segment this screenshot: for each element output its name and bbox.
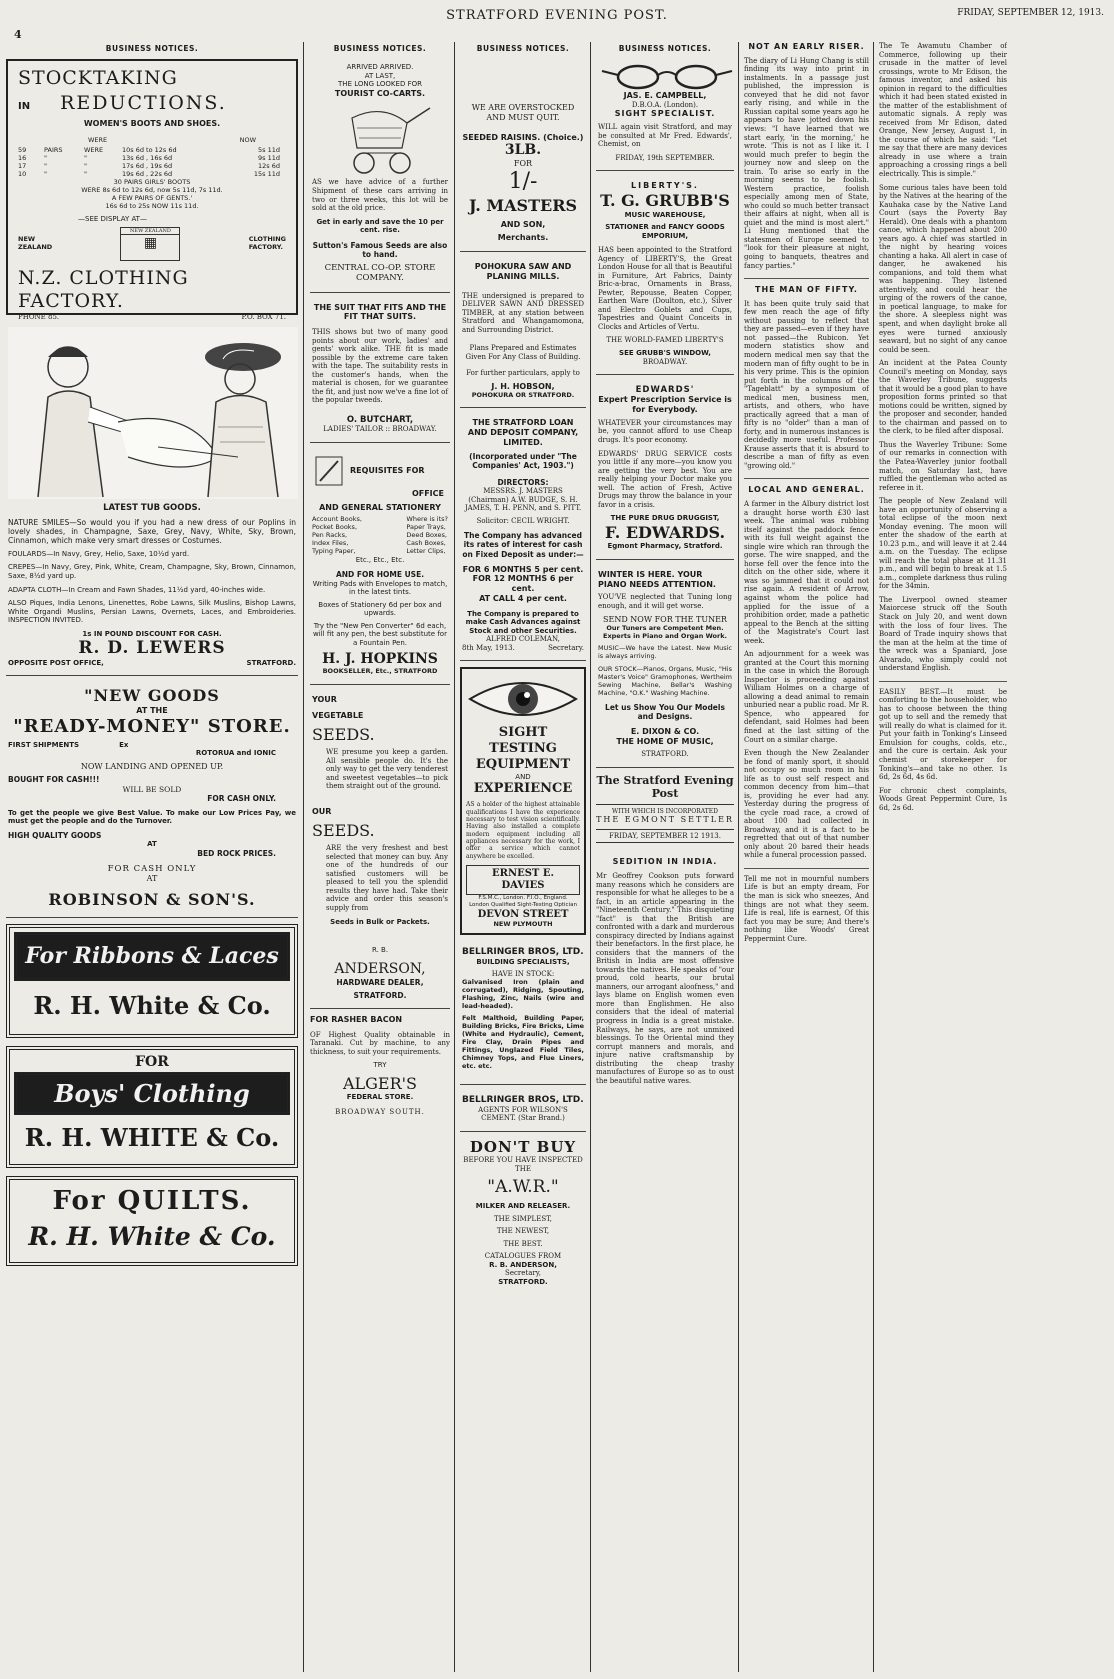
- ad-business-name: E. DIXON & CO.: [630, 726, 700, 736]
- ad-text: Solicitor: CECIL WRIGHT.: [476, 516, 570, 525]
- price-table-cell: ": [44, 169, 47, 178]
- ad-business-name: R. H. WHITE & Co.: [24, 1122, 280, 1152]
- ad-business-name: CENTRAL CO-OP. STORE COMPANY.: [324, 262, 436, 284]
- white-quilts-ad: [6, 1176, 298, 1266]
- article-text: An adjournment for a week was granted at the Court this morning in the case in which the Borough Inspector is proceeding against William Holmes on a charge of allowing a dead animal to remain unburied near a public road. Mr R. Spence, who appeared for defendant, said Holmes had been fined at the last sitting of the Court on a similar charge.: [744, 650, 869, 744]
- ad-paragraph: AS we have advice of a further Shipment of these cars arriving in two or three weeks, this lot will be sold at the old price.: [312, 178, 448, 213]
- ad-business-name: ANDERSON,: [334, 960, 426, 977]
- po-box: P.O. BOX 71.: [241, 313, 286, 322]
- column-rule: [590, 42, 591, 1672]
- ad-text: AT THE: [136, 705, 168, 715]
- ad-title: "NEW GOODS: [84, 686, 220, 706]
- column-rule: [738, 42, 739, 1672]
- ad-title: SIGHT SPECIALIST.: [614, 109, 716, 119]
- ad-title: For Ribbons & Laces: [25, 943, 279, 970]
- ad-text: STRATFORD.: [641, 750, 689, 759]
- ad-business-name: F. EDWARDS.: [604, 522, 726, 542]
- ad-business-name: T. G. GRUBB'S: [600, 191, 730, 211]
- ad-business-name: ROBINSON & SON'S.: [48, 889, 256, 909]
- ad-text: CATALOGUES FROM: [484, 1252, 562, 1261]
- loan-company-ad: [460, 414, 586, 661]
- ad-text: BEFORE YOU HAVE INSPECTED THE: [463, 1156, 583, 1173]
- ad-business-name: "READY-MONEY" STORE.: [13, 715, 291, 737]
- ad-text: Seeds in Bulk or Packets.: [330, 917, 430, 926]
- article-heading: LOCAL AND GENERAL.: [744, 478, 869, 495]
- advertisement-rhyme: Tell me not in mournful numbers Life is but an empty dream, For the man is sick who sneezes, And things are not what they seem. Life is real, life is earnest, Of this fact you may be sure; And there's nothing like Woods' Great Peppermint Cure.: [744, 868, 869, 943]
- ad-text: ARRIVED ARRIVED.: [346, 63, 414, 72]
- price-table-cell: ": [84, 154, 87, 163]
- ad-text: 3LB.: [504, 142, 542, 159]
- ad-title: FOR RASHER BACON: [310, 1014, 403, 1024]
- ad-title: DON'T BUY: [469, 1137, 577, 1156]
- ad-text: ROTORUA and IONIC: [195, 749, 276, 758]
- ad-title: STOCKTAKING: [18, 67, 178, 90]
- ad-text: OPPOSITE POST OFFICE,: [8, 658, 104, 667]
- ad-text: R. B.: [371, 946, 389, 955]
- phone-number: PHONE 85.: [18, 313, 60, 322]
- ad-paragraph: WE presume you keep a garden. All sensible people do. It's the only way to get the very tenderest and sweetest vegetables—to pick them straight out of the ground.: [326, 748, 448, 791]
- interest-rate: AT CALL 4 per cent.: [479, 593, 567, 603]
- davies-optician-ad: [460, 667, 586, 934]
- ad-text: ZEALAND: [18, 243, 53, 252]
- ad-paragraph: Felt Malthoid, Building Paper, Building Bricks, Fire Bricks, Lime (White and Hydraulic), Cement, Fire Clay, Drain Pipes and Fittings, Unglazed Field Tiles, Chimney Tops, and Flue Liners, etc. etc.: [462, 1014, 584, 1070]
- ad-text: WERE 8s 6d to 12s 6d, now 5s 11d, 7s 11d.: [81, 185, 223, 194]
- ad-text: DEVON STREET: [477, 908, 569, 920]
- ad-text: STRATFORD.: [498, 1277, 548, 1286]
- ad-text: For further particulars, apply to: [466, 369, 580, 378]
- ad-text: Ex: [119, 740, 129, 749]
- ad-text: BED ROCK PRICES.: [197, 848, 276, 858]
- white-clothing-ad: [6, 1046, 298, 1168]
- lewers-ad: [6, 323, 298, 676]
- ad-title: Expert Prescription Service is for Everybody.: [598, 395, 732, 415]
- ad-text: Etc., Etc., Etc.: [355, 555, 405, 564]
- stationery-item: Account Books,: [312, 515, 362, 524]
- paper-title: STRATFORD EVENING POST.: [446, 8, 668, 23]
- column-3: [460, 42, 586, 1672]
- ad-title: REQUISITES FOR: [350, 465, 425, 475]
- stationery-item: Pocket Books,: [312, 523, 358, 532]
- article-heading: THE MAN OF FIFTY.: [744, 278, 869, 295]
- ad-paragraph: ARE the very freshest and best selected that money can buy. Any one of the hundreds of our satisfied customers will be pleased to tell you the splendid results they have had. Take their advice and order this season's supply from: [326, 844, 448, 912]
- ad-business-name: R. H. White & Co.: [33, 991, 271, 1021]
- pen-illustration: [312, 453, 346, 489]
- go-cart-illustration: [312, 98, 450, 178]
- ad-text: AT: [146, 874, 158, 884]
- masthead-subtitle: WITH WHICH IS INCORPORATED: [612, 807, 718, 815]
- price-table-cell: 19s 6d , 22s 6d: [122, 169, 173, 178]
- ad-paragraph: WHATEVER your circumstances may be, you cannot afford to use Cheap drugs. It's poor economy.: [598, 418, 732, 444]
- ad-text: Sutton's Famous Seeds are also to hand.: [312, 240, 448, 259]
- ad-text: London Qualified Sight-Testing Optician: [469, 901, 577, 908]
- ad-title: SIGHT TESTING: [489, 725, 557, 757]
- bellringer-ad: [460, 943, 586, 1085]
- ad-text: The Company has advanced its rates of interest for cash on Fixed Deposit as under:—: [462, 531, 584, 559]
- article-text: It has been quite truly said that few men reach the age of fifty without pausing to reflect that they are passed—even if they have not passed—the Rubicon. Yet modern statistics show and modern medical men say that the modern man of fifty ought to be in his very prime. This is the opinion put forth in the columns of the "Tageblatt" by a symposium of medical men, business men, artists, and others, who have practically agreed that a man of fifty is no "older" than a man of forty, and in numerous instances is decidedly more useful. Professor Krause asserts that it is absurd to describe a man of fifty as even "growing old.": [744, 299, 869, 470]
- article-text: Mr Geoffrey Cookson puts forward many reasons which he considers are responsible for what he alleges to be a fact, in an article appearing in the "Nineteenth Century." This disquieting "fact" is that the British are confronted with a dark and murderous conspiracy directed by Indians against their benefactors. In the first place, he considers that the manners of the British in India are most offensive towards the natives. He speaks of "our proud, cold hearts, our brutal manners, our arrogant aloofness," and lays blame on English women even more than Englishmen. He also considers that the ideal of material progress in India is a great mistake. Railways, he says, are not unmixed blessings. To the Oriental mind they corrupt manners and morals, and injure native craftsmanship by distributing the cheap trashy manufactures of Europe so as to oust the beautiful native wares.: [596, 871, 734, 1085]
- ad-title: EQUIPMENT: [475, 757, 571, 773]
- article-text: Some curious tales have been told by the Natives at the hearing of the Kauhaka case by the Native Land Court (says the Poverty Bay Herald). One deals with a phantom canoe, which happened about 200 years ago. A chief was startled in the night by hearing voices chanting a haka. All alert in case of danger, he awakened his companions, and told them what was happening. They listened attentively, and could hear the urging of the rowers of the canoe, in poetical language, to make for the shore. A sleepless night was spent, and when daylight broke all eyes were turned anxiously seaward, but no sight of any canoe could be seen.: [879, 183, 1007, 354]
- anderson-seeds-ad: [310, 691, 450, 1009]
- ad-text: AND: [515, 772, 531, 781]
- ad-text: DIRECTORS:: [497, 478, 549, 488]
- section-label: BUSINESS NOTICES.: [105, 44, 199, 53]
- ad-text: STRATFORD.: [246, 658, 296, 667]
- logo-text: NEW ZEALAND: [121, 228, 179, 235]
- ad-text: FIRST SHIPMENTS: [8, 740, 80, 749]
- ad-business-name: H. J. HOPKINS: [322, 651, 438, 668]
- ad-date: FRIDAY, 19th SEPTEMBER.: [615, 153, 715, 162]
- price-table: [18, 147, 286, 179]
- ad-title: TOURIST CO-CARTS.: [334, 88, 426, 98]
- article-text: The Liverpool owned steamer Maiorcese struck off the South Stack on July 20, and went down with the loss of four lives. The Board of Trade inquiry shows that the man at the helm at the time of the wreck was a Spaniard, Jose Alvarado, who simply could not understand English.: [879, 595, 1007, 673]
- ad-text: BROADWAY.: [642, 357, 688, 366]
- ad-title: AND GENERAL STATIONERY: [319, 502, 441, 512]
- awr-milker-ad: [460, 1138, 586, 1286]
- article-heading: NOT AN EARLY RISER.: [748, 42, 865, 51]
- ad-text: Boxes of Stationery 6d per box and upwards.: [318, 600, 442, 618]
- ad-paragraph: AS a holder of the highest attainable qualifications I have the experience necessary to test vision scientifically. Having also installed a complete modern equipment including all appliances necessary for the work, I offer a service which cannot anywhere be excelled.: [466, 801, 580, 860]
- interest-rate: FOR 6 MONTHS 5 per cent.: [462, 564, 584, 574]
- article-text: Even though the New Zealander be fond of manly sport, it should not occupy so much room in his life as to oust self respect and common decency from him—that is, providing he ever had any. Yesterday during the progress of the cycle road race, a crowd of about 100 had collected in Broadway, and it is a fact to be regretted that out of that number only about 20 bared their heads while a funeral procession passed.: [744, 749, 869, 860]
- pohokura-ad: [460, 258, 586, 408]
- item-list: [312, 516, 362, 556]
- price-table-cell: ": [84, 169, 87, 178]
- ad-title: "A.W.R.": [487, 1177, 559, 1198]
- ad-text: Plans Prepared and Estimates Given For Any Class of Building.: [465, 344, 581, 361]
- ad-text: BUILDING SPECIALISTS,: [476, 957, 570, 966]
- section-label: BUSINESS NOTICES.: [333, 44, 427, 53]
- article-text: A farmer in the Albury district lost a draught horse worth £30 last week. The animal was rubbing itself against the paddock fence with its full weight against the single wire which ran through the gorse. The wire snapped, and the horse fell over the fence into the ditch on the other side, where it was so jammed that it could not rise again. A resident of Arrow, against whom the police had applied for the issue of a prohibition order, made a pathetic appeal to the Bench at the sitting of the Magistrate's Court last week.: [744, 500, 869, 645]
- ad-title: WE ARE OVERSTOCKED AND MUST QUIT.: [471, 103, 575, 122]
- ad-text: FEDERAL STORE.: [346, 1093, 414, 1102]
- ad-text: D.B.O.A. (London).: [631, 100, 699, 109]
- column-5: [744, 42, 869, 1672]
- table-head: NOW: [239, 136, 256, 145]
- ad-text: THE NEWEST,: [496, 1227, 550, 1236]
- ad-text: Writing Pads with Envelopes to match, in the latest tints.: [312, 579, 448, 597]
- ad-business-name: R. B. ANDERSON,: [489, 1260, 557, 1269]
- ad-title: OFFICE: [411, 488, 444, 498]
- go-carts-ad: [310, 59, 450, 293]
- ad-text: LADIES' TAILOR :: BROADWAY.: [323, 425, 437, 434]
- ad-paragraph: To get the people we give Best Value. To make our Low Prices Pay, we must get the people and do the Turnover.: [8, 808, 296, 826]
- ad-business-name: J. MASTERS: [468, 196, 578, 216]
- price-table-cell: 17s 6d , 19s 6d: [122, 162, 173, 170]
- bellringer-cement-ad: [460, 1091, 586, 1132]
- ad-text: Let us Show You Our Models and Designs.: [605, 702, 725, 721]
- edwards-ad: [596, 381, 734, 560]
- ad-paragraph: Galvanised Iron (plain and corrugated), Ridging, Spouting, Flashing, Zinc, Nails (wire and lead-headed).: [462, 977, 584, 1010]
- stationery-item: Pen Racks,: [312, 531, 348, 540]
- ad-text: AGENTS FOR WILSON'S CEMENT. (Star Brand.): [478, 1105, 568, 1123]
- ad-paragraph: ADAPTA CLOTH—In Cream and Fawn Shades, 11½d yard, 40-inches wide.: [8, 585, 266, 594]
- ad-business-name: ALGER'S: [342, 1073, 418, 1093]
- price-table-cell: 17: [18, 162, 27, 170]
- ad-text: YOUR: [312, 695, 337, 705]
- ad-text: THE PURE DRUG DRUGGIST,: [610, 514, 720, 523]
- ad-business-name: R. H. White & Co.: [28, 1221, 276, 1251]
- ad-text: STRATFORD.: [353, 990, 407, 1000]
- alger-ad: [310, 1015, 450, 1116]
- ad-title: WINTER IS HERE. YOUR PIANO NEEDS ATTENTION.: [598, 569, 716, 589]
- stationery-item: Index Files,: [312, 539, 349, 548]
- ad-text: THE LONG LOOKED FOR: [338, 80, 422, 89]
- price-table-cell: 10: [18, 169, 27, 178]
- advertisement-text: For chronic chest complaints, Woods Great Peppermint Cure, 1s 6d, 2s 6d.: [879, 786, 1007, 812]
- price-table-cell: 9s 11d: [258, 154, 280, 163]
- ad-text: HARDWARE DEALER,: [336, 977, 424, 987]
- shop-illustration: [8, 327, 298, 499]
- ad-business-name: ERNEST E. DAVIES: [466, 865, 580, 895]
- ad-paragraph: THE undersigned is prepared to DELIVER SAWN AND DRESSED TIMBER, at any station between Stratford and Whangamomona, and Surrounding District.: [462, 291, 584, 334]
- price-table-cell: ": [44, 154, 47, 163]
- ad-text: STATIONER and FANCY GOODS EMPORIUM,: [605, 223, 725, 240]
- nz-clothing-factory-logo: NEW ZEALAND ▦: [120, 227, 180, 261]
- ad-title: Boys' Clothing: [14, 1072, 290, 1115]
- dixon-ad: [596, 566, 734, 768]
- stationery-item: Where is its?: [406, 515, 448, 524]
- ad-text: TRY: [373, 1061, 387, 1070]
- hopkins-ad: [310, 449, 450, 686]
- ad-text: MESSRS. J. MASTERS (Chairman) A.W. BUDGE, S. H. JAMES, T. H. PENN, and S. PITT.: [464, 487, 582, 513]
- ad-text: OUR: [312, 807, 332, 817]
- ad-text: THE HOME OF MUSIC,: [616, 736, 714, 746]
- ad-text: Secretary,: [505, 1269, 541, 1278]
- section-label: BUSINESS NOTICES.: [618, 44, 712, 53]
- masters-ad: [460, 59, 586, 252]
- stationery-item: Typing Paper,: [312, 547, 356, 556]
- ad-business-name: O. BUTCHART,: [346, 414, 414, 425]
- ad-text: Our Tuners are Competent Men. Experts in Piano and Organ Work.: [603, 624, 727, 641]
- ad-paragraph: OUR STOCK—Pianos, Organs, Music, "His Master's Voice" Gramophones, Wertheim Sewing Machine, Bellar's Washing Machine, "O.K." Washing Machine.: [598, 664, 732, 697]
- article-text: The people of New Zealand will have an opportunity of observing a total eclipse of the moon next Monday evening. The moon will enter the shadow of the earth at 10.23 p.m., and will leave it at 2.44 a.m. on the Tuesday. The eclipse will reach the total phase at 11.31 p.m., and will begin to break at 1.5 a.m., complete darkness thus ruling for the 34min.: [879, 497, 1007, 591]
- ad-text: AND FOR HOME USE.: [335, 570, 425, 580]
- ad-business-name: JAS. E. CAMPBELL,: [623, 91, 707, 101]
- ad-title: For QUILTS.: [52, 1186, 252, 1217]
- price: 1/-: [508, 169, 538, 195]
- spectacles-icon: [598, 63, 734, 91]
- grubb-ad: [596, 177, 734, 375]
- article-text: The Te Awamutu Chamber of Commerce, following up their crusade in the matter of level crossings, wrote to Mr Edison, the famous inventor, and asked his opinion in regard to the difficulties which it had been stated existed in the matter of the establishment of automatic signals. A reply was received from Mr Edison, dated Orange, New Jersey, August 1, in the course of which he said: "Let me say that there are many devices already in use where a train approaching a crossing rings a bell electrically. This is simple.": [879, 42, 1007, 178]
- ad-text: CLOTHING: [248, 235, 286, 244]
- price-table-cell: 13s 6d , 16s 6d: [122, 154, 173, 163]
- ad-paragraph: NATURE SMILES—So would you if you had a new dress of our Poplins in lovely shades, in Champagne, Saxe, Grey, Navy, White, Sky, Brown, Cinnamon, which make very smart dresses or Costumes.: [8, 517, 296, 545]
- ad-title: LIBERTY'S.: [631, 181, 699, 191]
- ad-title: SEEDS.: [312, 724, 375, 744]
- masthead: The Stratford Evening Post: [596, 774, 734, 805]
- ad-text: IN: [18, 101, 31, 113]
- ad-text: SEEDED RAISINS. (Choice.): [462, 132, 584, 142]
- ad-text: A FEW PAIRS OF GENTS.': [111, 193, 193, 202]
- ad-text: WILL BE SOLD: [122, 784, 182, 794]
- ad-text: Get in early and save the 10 per cent. rise.: [316, 217, 444, 235]
- ad-text: POHOKURA OR STRATFORD.: [471, 390, 575, 399]
- article-text: An incident at the Patea County Council's meeting on Monday, says the Waverley Tribune, suggests that it would be a good plan to have proposition forms printed so that motions could be written, signed by the proposer and seconder, handed to the chairman and passed on to the clerk, to be filed after disposal.: [879, 359, 1007, 436]
- ad-text: F.S.M.C., London. F.I.O., England.: [478, 895, 568, 902]
- ad-paragraph: EDWARDS' DRUG SERVICE costs you little if any more—you know you are getting the very best. You are really helping your Doctor make you well. The action of Fresh, Active Drugs may throw the balance in your favor in a crisis.: [598, 449, 732, 509]
- item-list: [406, 516, 448, 556]
- masthead-subtitle: THE EGMONT SETTLER: [596, 814, 734, 824]
- price-table-cell: 5s 11d: [258, 146, 280, 155]
- ad-paragraph: OF Highest Quality obtainable in Taranaki. Cut by machine, to any thickness, to suit your requirements.: [310, 1030, 450, 1056]
- ad-title: THE STRATFORD LOAN AND DEPOSIT COMPANY, LIMITED.: [467, 418, 579, 447]
- ad-paragraph: HAS been appointed to the Stratford Agency of LIBERTY'S, the Great London House for all that is Beautiful in Furniture, Art Fabrics, Dainty Bric-a-brac, Ornaments in Brass, Pewter, Repousse, Beaten Copper, Earthen Ware (Doulton, etc.), Silver and Electro Goblets and Cups, Tapestries and Quaint Conceits in Clocks and Articles of Vertu.: [598, 246, 732, 331]
- ad-text: The Company is prepared to make Cash Advances against Stock and other Securities.: [465, 609, 581, 635]
- price-table-cell: PAIRS: [44, 146, 63, 155]
- ad-text: SEND NOW FOR THE TUNER: [603, 615, 727, 625]
- ad-text: AND SON,: [500, 219, 546, 229]
- ad-paragraph: CREPES—In Navy, Grey, Pink, White, Cream, Champagne, Sky, Brown, Cinnamon, Saxe, 8½d yard up.: [8, 563, 296, 580]
- ad-text: NEW: [18, 235, 36, 244]
- ad-text: FOR: [135, 1054, 169, 1071]
- ad-text: NEW PLYMOUTH: [493, 919, 553, 928]
- ad-paragraph: ALSO Piques, India Lenons, Linenettes, Robe Lawns, Silk Muslins, Bishop Lawns, White Organdi Muslins, Persian Lawns, Overnets, Laces, and Embroideries. INSPECTION INVITED.: [8, 599, 296, 625]
- ad-text: FOR CASH ONLY: [107, 863, 197, 874]
- ad-title: POHOKURA SAW AND PLANING MILLS.: [474, 262, 572, 281]
- ad-paragraph: FOULARDS—In Navy, Grey, Helio, Saxe, 10½d yard.: [8, 549, 190, 558]
- stationery-item: Letter Clips,: [406, 547, 446, 556]
- ad-text: FACTORY.: [248, 243, 283, 252]
- table-head: WERE: [88, 136, 108, 145]
- ad-paragraph: MUSIC—We have the Latest. New Music is always arriving.: [598, 643, 732, 660]
- ad-title: SEEDS.: [312, 820, 375, 840]
- article-heading: SEDITION IN INDIA.: [612, 857, 718, 867]
- editorial-section: [596, 774, 734, 1085]
- ad-text: THE SIMPLEST,: [494, 1214, 552, 1223]
- ad-text: FOR CASH ONLY.: [207, 793, 276, 803]
- ad-paragraph: THIS shows but two of many good points about our work, ladies' and gents' work alike. THE fit is made possible by the extreme care taken with the tape. The suitability rests in the customer's hands, when the material is chosen, for we guarantee the fit, and just now we've a fine lot of the popular tweeds.: [312, 328, 448, 405]
- ad-text: SEE GRUBB'S WINDOW,: [619, 349, 711, 357]
- ad-text: HAVE IN STOCK:: [491, 970, 555, 979]
- ad-business-name: R. D. LEWERS: [78, 638, 226, 659]
- ad-title: EDWARDS': [635, 385, 695, 396]
- ad-business-name: N.Z. CLOTHING FACTORY.: [18, 267, 189, 313]
- header-date: FRIDAY, SEPTEMBER 12, 1913.: [957, 8, 1104, 18]
- advertisement-text: EASILY BEST.—It must be comforting to the householder, who has to choose between the thing got up to sell and the remedy that will really do what is claimed for it. Put your faith in Tonking's Linseed Emulsion for coughs, colds, etc., and the cure is certain. Ask your chemist or storekeeper for Tonking's—and take no other. 1s 6d, 2s 6d, 4s 6d.: [879, 681, 1007, 782]
- column-2: [310, 42, 450, 1672]
- ad-text: 1s IN POUND DISCOUNT FOR CASH.: [82, 629, 222, 638]
- column-6: [879, 42, 1007, 1672]
- ad-text: MUSIC WAREHOUSE,: [624, 210, 706, 219]
- section-label: BUSINESS NOTICES.: [476, 44, 570, 53]
- interest-rate: FOR 12 MONTHS 6 per cent.: [472, 574, 574, 594]
- ad-paragraph: YOU'VE neglected that Tuning long enough, and it will get worse.: [598, 593, 732, 610]
- column-4: [596, 42, 734, 1672]
- ad-text: MILKER AND RELEASER.: [475, 1202, 571, 1211]
- ad-text: 16s 6d to 25s NOW 11s 11d.: [105, 201, 199, 210]
- page-number: 4: [14, 28, 22, 41]
- ad-text: BOUGHT FOR CASH!!!: [8, 775, 100, 785]
- ad-text: AT LAST,: [364, 71, 396, 80]
- price-table-cell: 59: [18, 146, 27, 155]
- article-text: Thus the Waverley Tribune: Some of our remarks in connection with the Patea-Waverley junior football match, on Saturday last, have ruffled the gentleman who acted as referee in it.: [879, 440, 1007, 492]
- column-rule: [873, 42, 874, 1672]
- price-table-cell: ": [84, 162, 87, 170]
- price-table-cell: WERE: [84, 146, 104, 155]
- price-table-cell: ": [44, 162, 47, 170]
- masthead-date: FRIDAY, SEPTEMBER 12 1913.: [596, 829, 734, 844]
- ad-text: BOOKSELLER, Etc., STRATFORD: [322, 667, 438, 676]
- ad-business-name: BELLRINGER BROS, LTD.: [462, 1094, 584, 1105]
- ad-title: REDUCTIONS.: [60, 92, 227, 115]
- campbell-ad: [596, 59, 734, 171]
- stationery-item: Paper Trays,: [406, 523, 446, 532]
- ad-text: ALFRED COLEMAN,: [486, 635, 560, 644]
- ad-text: HIGH QUALITY GOODS: [8, 830, 102, 840]
- column-rule: [303, 42, 304, 1672]
- ad-text: THE WORLD-FAMED LIBERTY'S: [606, 336, 724, 345]
- ad-text: Secretary.: [548, 643, 584, 652]
- white-ribbons-ad: [6, 924, 298, 1038]
- ad-text: Egmont Pharmacy, Stratford.: [607, 542, 723, 551]
- column-rule: [454, 42, 455, 1672]
- eye-icon: [466, 673, 580, 725]
- stationery-item: Cash Boxes,: [406, 539, 446, 548]
- ad-text: 30 PAIRS GIRLS' BOOTS: [113, 177, 191, 186]
- ad-text: BROADWAY SOUTH.: [335, 1107, 425, 1116]
- page-header: [0, 0, 1114, 40]
- ad-subtitle: WOMEN'S BOOTS AND SHOES.: [83, 119, 221, 129]
- ad-heading: LATEST TUB GOODS.: [103, 503, 201, 514]
- column-1: [6, 42, 298, 1672]
- ad-text: NOW LANDING AND OPENED UP.: [80, 761, 224, 771]
- ad-paragraph: WILL again visit Stratford, and may be consulted at Mr Fred. Edwards', Chemist, on: [598, 123, 732, 149]
- ad-title: EXPERIENCE: [473, 781, 573, 797]
- ad-text: FOR: [513, 159, 533, 169]
- ad-text: Try the "New Pen Converter" 6d each, will fit any pen, the best substitute for a Fountain Pen.: [313, 621, 447, 647]
- ad-business-name: J. H. HOBSON,: [491, 381, 555, 391]
- ad-text: AT: [147, 840, 157, 849]
- ad-title: THE SUIT THAT FITS AND THE FIT THAT SUITS.: [313, 302, 447, 322]
- price-table-cell: 12s 6d: [258, 162, 280, 170]
- ad-text: VEGETABLE: [312, 711, 364, 721]
- price-table-cell: 15s 11d: [253, 169, 280, 178]
- ad-text: THE BEST.: [503, 1239, 543, 1248]
- ad-date: 8th May, 1913.: [462, 643, 515, 652]
- price-table-cell: 10s 6d to 12s 6d: [122, 146, 177, 155]
- ad-text: —SEE DISPLAY AT—: [78, 214, 147, 223]
- butchart-ad: [310, 299, 450, 443]
- ad-text: Merchants.: [497, 233, 549, 243]
- stocktaking-ad: [6, 59, 298, 322]
- article-text: The diary of Li Hung Chang is still finding its way into print in instalments. In a passage just published, the impression is conveyed that he did not favor early rising, and while in the Russian capital some years ago he appears to have jotted down his views: "I have learned that we start early, 'in the morning,' he wrote. 'This is not as I like it. I would much prefer to begin the journey now and sleep on the train. To arise so early in the morning seems to be foolish. Western practice, foolish especially among men of State, who could so much better transact their affairs at night, when all is quiet and the mind is most alert." Li Hung mentioned that the statesmen of Europe seemed to "look for their pleasure at night, going to banquets, theatres and fancy parties.": [744, 56, 869, 270]
- ad-text: (Incorporated under "The Companies' Act, 1903."): [469, 451, 577, 470]
- ad-business-name: BELLRINGER BROS, LTD.: [462, 946, 584, 957]
- robinson-ad: [6, 682, 298, 918]
- price-table-cell: 16: [18, 154, 27, 163]
- stationery-item: Deed Boxes,: [406, 531, 447, 540]
